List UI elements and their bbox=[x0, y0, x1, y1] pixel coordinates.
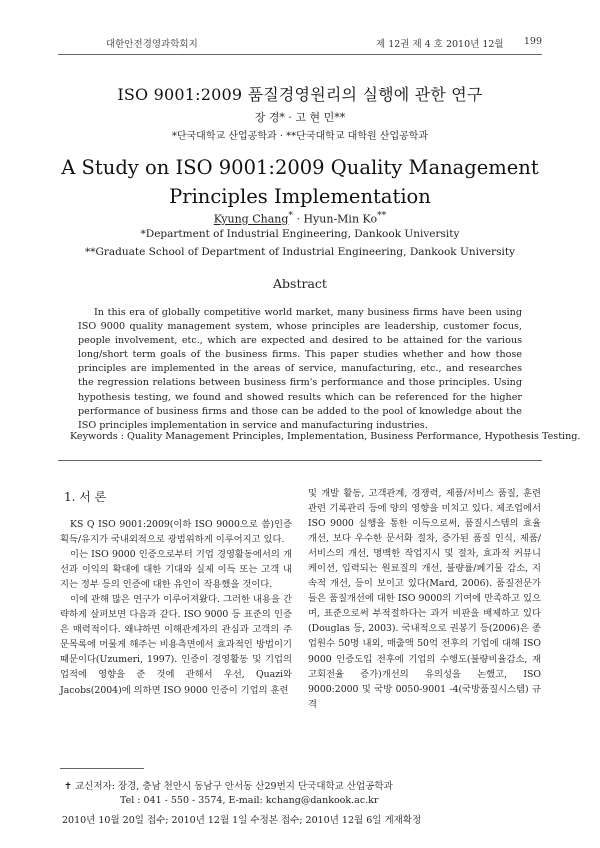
body-paragraph: 이에 관해 많은 연구가 이루어져왔다. 그러한 내용을 간략하게 살펴보면 다음과 같다. ISO 9000 등 표준의 인증은 매력적이다. 왜냐하면 이해관계자의 관심과 고객의 주문목록에 머물게 해주는 비용측면에서 효과적인 방법이기 때문이다(Uzumeri, 1997). 인증이 경영활동 및 기업의 업적에 영향을 준 것에 관해서 우선, Quazi와 Jacobs(2004)에 의하면 ISO 9000 인증이 기업의 훈련 bbox=[60, 594, 292, 696]
author-name: Kyung Chang bbox=[213, 212, 289, 226]
authors-english bbox=[0, 210, 600, 226]
keywords: Keywords : Quality Management Principles, Implementation, Business Performance, Hypothesis Testing. bbox=[70, 431, 581, 442]
author-separator: · bbox=[292, 212, 304, 226]
body-column-right bbox=[308, 486, 541, 712]
abstract-body: In this era of globally competitive world market, many business firms have been using ISO 9000 quality management system, whose principles are leadership, customer focus, people involvement, etc., which are expected and desired to be attained for the various long/short term goals of the business firms. This paper studies whether and how those principles are implemented in the areas of service, manufacturing, etc., and researches the regression relations between business firm's performance and those principles. Using hypothesis testing, we found and showed results which can be referenced for the higher performance of business firms and those can be added to the pool of knowledge about the ISO principles implementation in service and manufacturing industries. bbox=[78, 307, 522, 431]
body-paragraph: 및 개발 활동, 고객관계, 경쟁력, 제품/서비스 품질, 훈련관련 기록관리 등에 양의 영향을 미치고 있다. 제조업에서 ISO 9000 실행을 통한 이득으로써, 품질시스템의 효율 개선, 보다 우수한 문서화 절차, 증가된 품질 인식, 제품/서비스의 개선, 명백한 작업지시 및 절차, 효과적 커뮤니케이션, 입력되는 원료질의 개선, 불량률/폐기물 감소, 지속적 개선, 등이 보이고 있다(Mard, 2006). 품질전문가들은 품질개선에 대한 ISO 9000의 기여에 만족하고 있으며, 표준으로써 부적절하다는 과거 비판을 배제하고 있다(Douglas 등, 2003). 국내적으로 권봉기 등(2006)은 종업원수 50명 내외, 매출액 50억 전후의 기업에 대해 ISO 9000 인증도입 전후에 기업의 수행도(불량비율감소, 재고회전율 증가)개선의 유의성을 논했고, ISO 9000:2000 및 국방 0050-9001 -4(국방품질시스템) 규격 bbox=[308, 488, 541, 710]
title-english: A Study on ISO 9001:2009 Quality Management Principles Implementation bbox=[61, 156, 539, 208]
author-mark: * bbox=[288, 210, 293, 221]
footnote-divider bbox=[60, 768, 144, 769]
journal-name: 대한안전경영과학회지 bbox=[106, 39, 198, 50]
author-name: Hyun-Min Ko bbox=[303, 212, 378, 226]
authors-korean: 장 경* · 고 현 민** bbox=[254, 111, 346, 124]
body-paragraph: 이는 ISO 9000 인증으로부터 기업 경영활동에서의 개선과 이익의 확대에 대한 기대와 실제 이득 또는 고객 내지는 정부 등의 인증에 대한 유인이 작용했을 것이다. bbox=[60, 549, 292, 591]
affiliation-english-2: **Graduate School of Department of Industrial Engineering, Dankook University bbox=[84, 246, 516, 258]
section-divider bbox=[58, 460, 542, 461]
body-column-left bbox=[60, 517, 292, 698]
affiliation-korean: *단국대학교 산업공학과 · **단국대학교 대학원 산업공학과 bbox=[171, 131, 429, 142]
body-paragraph: KS Q ISO 9001:2009(이하 ISO 9000으로 씀)인증 획득/유지가 국내외적으로 광범위하게 이루어지고 있다. bbox=[60, 519, 292, 546]
footnote-dates: 2010년 10월 20일 접수; 2010년 12월 1일 수정본 접수; 2010년 12월 6일 게재확정 bbox=[62, 815, 422, 826]
footnote-contact: Tel : 041 - 550 - 3574, E-mail: kchang@dankook.ac.kr bbox=[120, 795, 379, 806]
author-mark: ** bbox=[377, 210, 387, 221]
footnote-corresponding-author: ✝ 교신저자: 장경, 충남 천안시 동남구 안서동 산29번지 단국대학교 산업공학과 bbox=[64, 781, 393, 792]
header-divider bbox=[58, 54, 542, 55]
title-korean: ISO 9001:2009 품질경영원리의 실행에 관한 연구 bbox=[117, 85, 483, 104]
section-heading: 1. 서 론 bbox=[64, 490, 107, 504]
page-number: 199 bbox=[523, 36, 542, 47]
abstract-heading: Abstract bbox=[273, 276, 327, 291]
affiliation-english-1: *Department of Industrial Engineering, Dankook University bbox=[140, 228, 460, 240]
issue-info: 제 12권 제 4 호 2010년 12월 bbox=[376, 39, 504, 50]
